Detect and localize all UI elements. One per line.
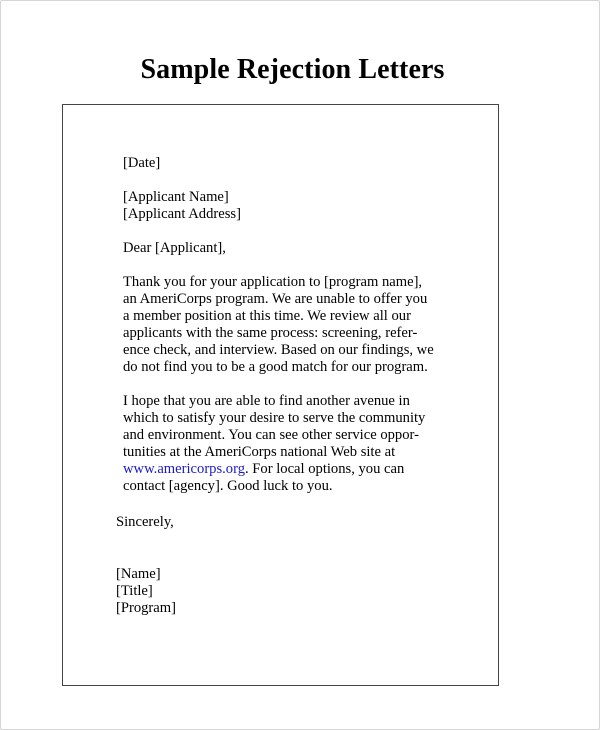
closing: Sincerely, [116, 514, 174, 530]
signature-name: [Name] [116, 566, 161, 582]
signature-block [116, 566, 176, 617]
signature-title: [Title] [116, 583, 153, 599]
link-suffix: . For local options, you can [245, 461, 405, 477]
paragraph-1-line: an AmeriCorps program. We are unable to offer you [123, 291, 428, 307]
salutation: Dear [Applicant], [123, 240, 226, 256]
paragraph-1-line: ence check, and interview. Based on our findings, we [123, 342, 434, 358]
paragraph-1-line: do not find you to be a good match for our program. [123, 359, 428, 375]
paragraph-2-line: I hope that you are able to find another avenue in [123, 393, 410, 409]
paragraph-2-line: contact [agency]. Good luck to you. [123, 478, 333, 494]
paragraph-1-line: a member position at this time. We review all our [123, 308, 411, 324]
page-title: Sample Rejection Letters [140, 54, 445, 85]
paragraph-2-line: tunities at the AmeriCorps national Web site at [123, 444, 396, 460]
letter-date: [Date] [123, 155, 161, 171]
paragraph-1-line: Thank you for your application to [program name], [123, 274, 423, 290]
americorps-link[interactable]: www.americorps.org [123, 461, 245, 477]
paragraph-2-line: and environment. You can see other service oppor- [123, 427, 419, 443]
applicant-address: [Applicant Address] [123, 206, 241, 222]
letter-body [123, 155, 463, 495]
paragraph-2-line: which to satisfy your desire to serve the community [123, 410, 426, 426]
applicant-name: [Applicant Name] [123, 189, 229, 205]
paragraph-1-line: applicants with the same process: screening, refer- [123, 325, 418, 341]
paragraph-2-link-line [123, 461, 463, 478]
signature-program: [Program] [116, 600, 176, 616]
